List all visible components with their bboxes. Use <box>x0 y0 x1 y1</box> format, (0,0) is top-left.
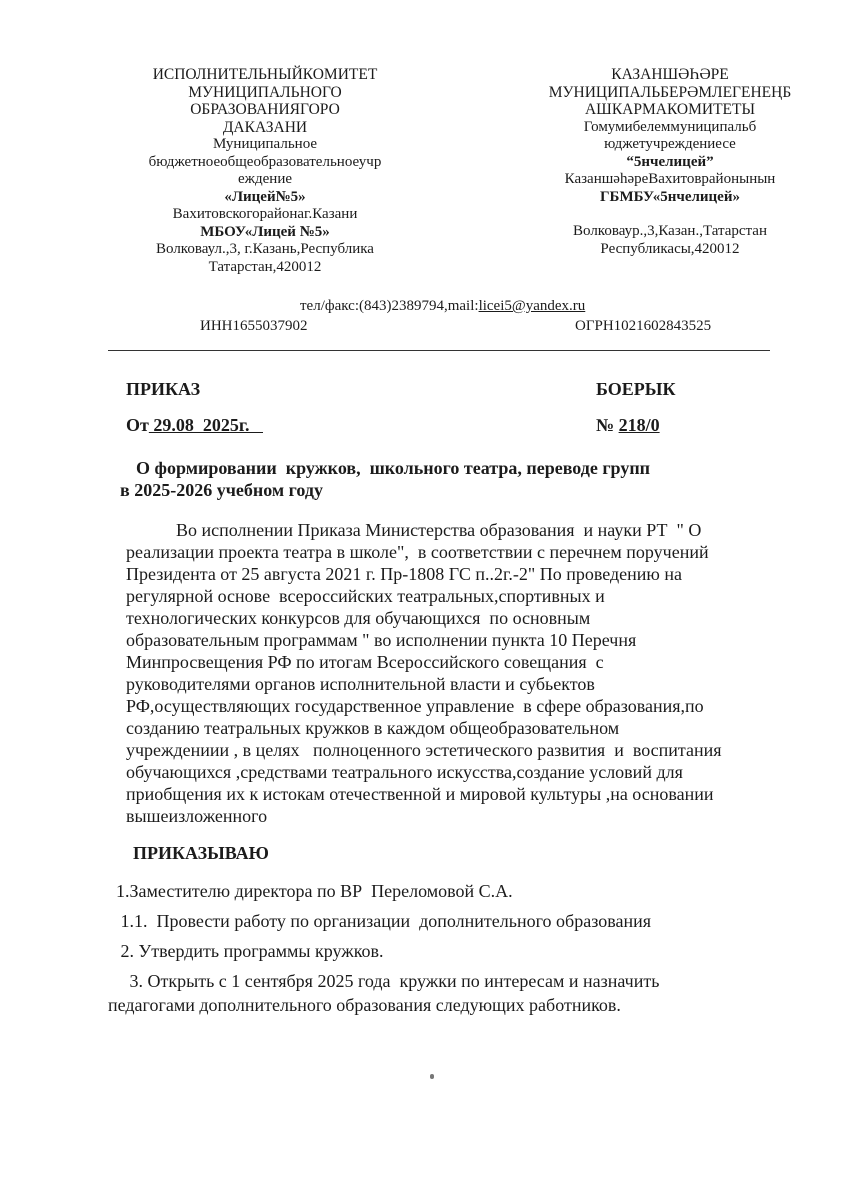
header-divider <box>108 350 770 351</box>
body-line: Президента от 25 августа 2021 г. Пр-1808 ГС п..2г.-2" По проведению на <box>126 564 682 584</box>
body-line: учреждениии , в целях полноценного эстетического развития и воспитания <box>126 740 722 760</box>
header-left-line: Волковаул.,3, г.Казань,Республика <box>156 241 374 257</box>
header-left-line: Муниципальное <box>212 136 318 152</box>
header-right-line: юджетучреждениесе <box>604 136 736 152</box>
header-left-line: ИСПОЛНИТЕЛЬНЫЙКОМИТЕТ <box>152 66 378 83</box>
header-left-line: Вахитовскогорайонаг.Казани <box>172 206 358 222</box>
header-left-line: МУНИЦИПАЛЬНОГО <box>188 83 342 101</box>
header-left-line: Татарстан,420012 <box>208 258 322 275</box>
header-right-spacer <box>490 206 850 223</box>
order-item: 2. Утвердить программы кружков. <box>116 941 384 961</box>
header-right-line: МУНИЦИПАЛЬБЕРӘМЛЕГЕНЕҢБ <box>548 83 792 101</box>
header-right-line: “5нчелицей” <box>626 153 714 170</box>
order-items-list <box>108 876 828 1017</box>
order-date <box>126 415 263 436</box>
header-right-block <box>490 66 850 258</box>
order-item: 3. Открыть с 1 сентября 2025 года кружки по интересам и назначить <box>116 971 660 991</box>
body-line: регулярной основе всероссийских театральных,спортивных и <box>126 586 605 606</box>
order-item: 1.Заместителю директора по ВР Переломовой С.А. <box>116 881 513 901</box>
header-right-line: Гомумибелеммуниципальб <box>583 118 757 135</box>
title-line: в 2025-2026 учебном году <box>120 480 323 500</box>
order-number-value: 218/0 <box>618 415 660 435</box>
header-right-line: КАЗАНШӘҺӘРЕ <box>611 66 729 83</box>
body-line: руководителями органов исполнительной власти и субьектов <box>126 674 595 694</box>
header-left-line: «Лицей№5» <box>224 188 306 205</box>
order-number-prefix: № <box>596 415 619 435</box>
title-line: О формировании кружков, школьного театра, переводе групп <box>136 458 651 478</box>
body-line: реализации проекта театра в школе", в соответствии с перечнем поручений <box>126 542 709 562</box>
body-line: вышеизложенного <box>126 806 268 826</box>
header-right-line: АШКАРМАКОМИТЕТЫ <box>584 101 755 118</box>
header-right-line: ГБМБУ«5нчелицей» <box>600 188 740 205</box>
inn-number: ИНН1655037902 <box>200 318 308 334</box>
header-left-line: ОБРАЗОВАНИЯГОРО <box>190 101 340 118</box>
order-date-value: 29.08 2025г. <box>148 415 263 435</box>
body-line: Во исполнении Приказа Министерства образования и науки РТ " О <box>176 520 702 540</box>
body-line: Минпросвещения РФ по итогам Всероссийского совещания с <box>126 652 604 672</box>
order-number <box>596 415 660 436</box>
contact-email-link[interactable]: licei5@yandex.ru <box>478 298 586 314</box>
order-date-prefix: От <box>126 415 149 435</box>
preamble-paragraph <box>126 519 826 827</box>
order-item: педагогами дополнительного образования следующих работников. <box>108 995 621 1015</box>
ogrn-number: ОГРН1021602843525 <box>575 318 712 334</box>
body-line: созданию театральных кружков в каждом общеобразовательном <box>126 718 620 738</box>
order-item: 1.1. Провести работу по организации дополнительного образования <box>116 911 651 931</box>
order-label-tt: БОЕРЫК <box>596 379 676 399</box>
body-line: технологических конкурсов для обучающихся по основным <box>126 608 591 628</box>
document-title <box>120 457 760 501</box>
body-line: приобщения их к истокам отечественной и мировой культуры ,на основании <box>126 784 714 804</box>
body-line: образовательным программам " во исполнении пункта 10 Перечня <box>126 630 637 650</box>
contact-line <box>300 298 585 315</box>
header-left-line: бюджетноеобщеобразовательноеучр <box>148 153 382 170</box>
header-right-line: Республикасы,420012 <box>600 240 740 257</box>
header-left-line: МБОУ«Лицей №5» <box>200 223 330 240</box>
contact-phone: тел/факс:(843)2389794,mail: <box>300 298 479 314</box>
header-left-line: ДАКАЗАНИ <box>222 118 308 136</box>
scan-speck <box>430 1074 434 1079</box>
header-left-block <box>100 66 430 276</box>
prikazyvayu-heading: ПРИКАЗЫВАЮ <box>133 843 269 863</box>
body-line: РФ,осуществляющих государственное управление в сфере образования,по <box>126 696 704 716</box>
header-right-line: КазаншәһәреВахитоврайонынын <box>564 171 776 187</box>
header-left-line: еждение <box>237 171 293 187</box>
header-right-line: Волковаур.,3,Казан.,Татарстан <box>573 223 767 239</box>
order-label-ru: ПРИКАЗ <box>126 379 201 399</box>
body-line: обучающихся ,средствами театрального искусства,создание условий для <box>126 762 683 782</box>
